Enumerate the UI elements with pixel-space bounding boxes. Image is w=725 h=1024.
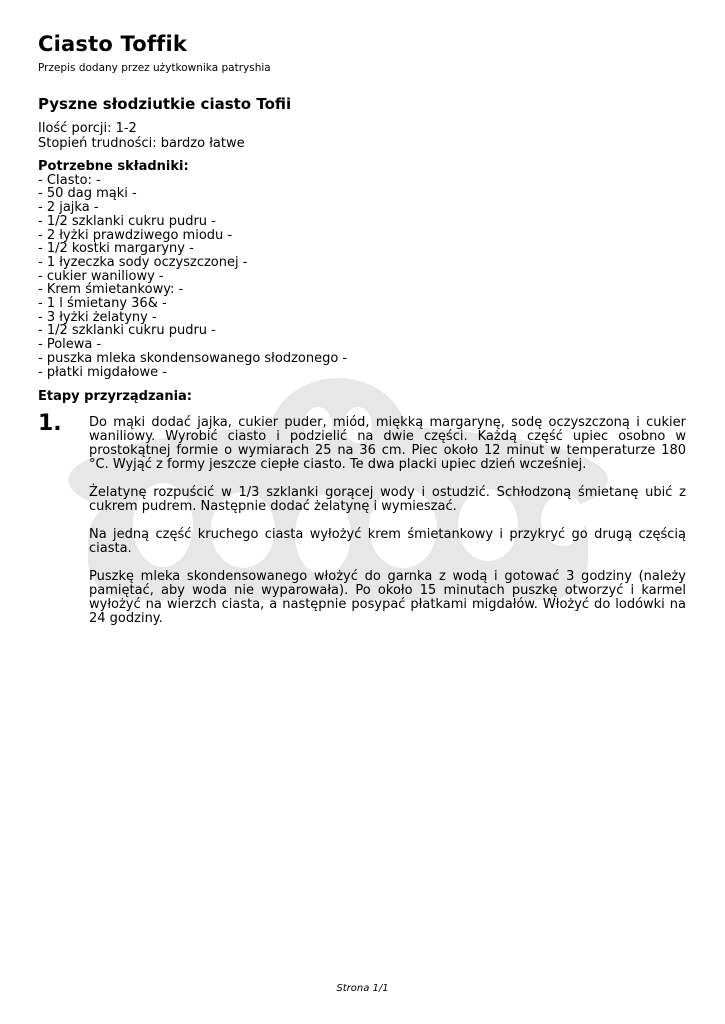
ingredient-item: - Polewa -	[38, 337, 102, 353]
step-body	[89, 416, 686, 640]
difficulty-text: Stopień trudności: bardzo łatwe	[38, 135, 245, 151]
steps-heading: Etapy przyrządzania:	[38, 389, 193, 404]
ingredient-item: - 1 l śmietany 36& -	[38, 296, 167, 312]
ingredient-item: - 1/2 szklanki cukru pudru -	[38, 323, 216, 339]
ingredient-item: - 1/2 kostki margaryny -	[38, 241, 194, 257]
ingredient-item: - 2 jajka -	[38, 200, 99, 216]
ingredient-item: - 2 łyżki prawdziwego miodu -	[38, 227, 233, 243]
recipe-meta	[38, 122, 245, 151]
author-line: Przepis dodany przez użytkownika patryshia	[38, 62, 271, 74]
ingredient-item: - 50 dag mąki -	[38, 186, 137, 202]
step-paragraph: Do mąki dodać jajka, cukier puder, miód, miękką margarynę, sodę oczyszczoną i cukier waniliowy. Wyrobić ciasto i podzielić na dwie części. Każdą część upiec osobno w prostokątnej formie o wymiarach 25 na 36 cm. Piec około 12 minut w temperaturze 180 °C. Wyjąć z formy jeszcze ciepłe ciasto. Te dwa placki upiec dzień wcześniej.	[89, 415, 686, 472]
step-number: 1.	[38, 411, 62, 436]
servings-text: Ilość porcji: 1-2	[38, 121, 137, 136]
recipe-title: Pyszne słodziutkie ciasto Tofii	[38, 95, 292, 113]
ingredient-item: - CIasto: -	[38, 172, 101, 188]
ingredient-item: - 1/2 szklanki cukru pudru -	[38, 213, 216, 229]
page-title: Ciasto Toffik	[38, 32, 188, 56]
step-paragraph: Żelatynę rozpuścić w 1/3 szklanki gorącej wody i ostudzić. Schłodzoną śmietanę ubić z cukrem pudrem. Następnie dodać żelatynę i wymieszać.	[89, 485, 686, 514]
ingredients-section	[38, 160, 347, 379]
ingredient-item: - 3 łyżki żelatyny -	[38, 309, 157, 325]
step-paragraph: Na jedną część kruchego ciasta wyłożyć krem śmietankowy i przykryć go drugą częścią ciasta.	[89, 527, 686, 556]
step-paragraph: Puszkę mleka skondensowanego włożyć do garnka z wodą i gotować 3 godziny (należy pamiętać, aby woda nie wyparowała). Po około 15 minutach puszkę otworzyć i karmel wyłożyć na wierzch ciasta, a następnie posypać płatkami migdałów. Włożyć do lodówki na 24 godziny.	[89, 569, 686, 626]
ingredient-item: - cukier waniliowy -	[38, 268, 164, 284]
ingredient-item: - puszka mleka skondensowanego słodzonego -	[38, 350, 348, 366]
ingredients-heading: Potrzebne składniki:	[38, 159, 189, 174]
ingredient-item: - płatki migdałowe -	[38, 364, 167, 380]
ingredient-item: - 1 łyzeczka sody oczyszczonej -	[38, 254, 248, 270]
ingredient-item: - Krem śmietankowy: -	[38, 282, 184, 298]
page-number: Strona 1/1	[336, 983, 389, 994]
ingredients-list	[38, 174, 347, 380]
